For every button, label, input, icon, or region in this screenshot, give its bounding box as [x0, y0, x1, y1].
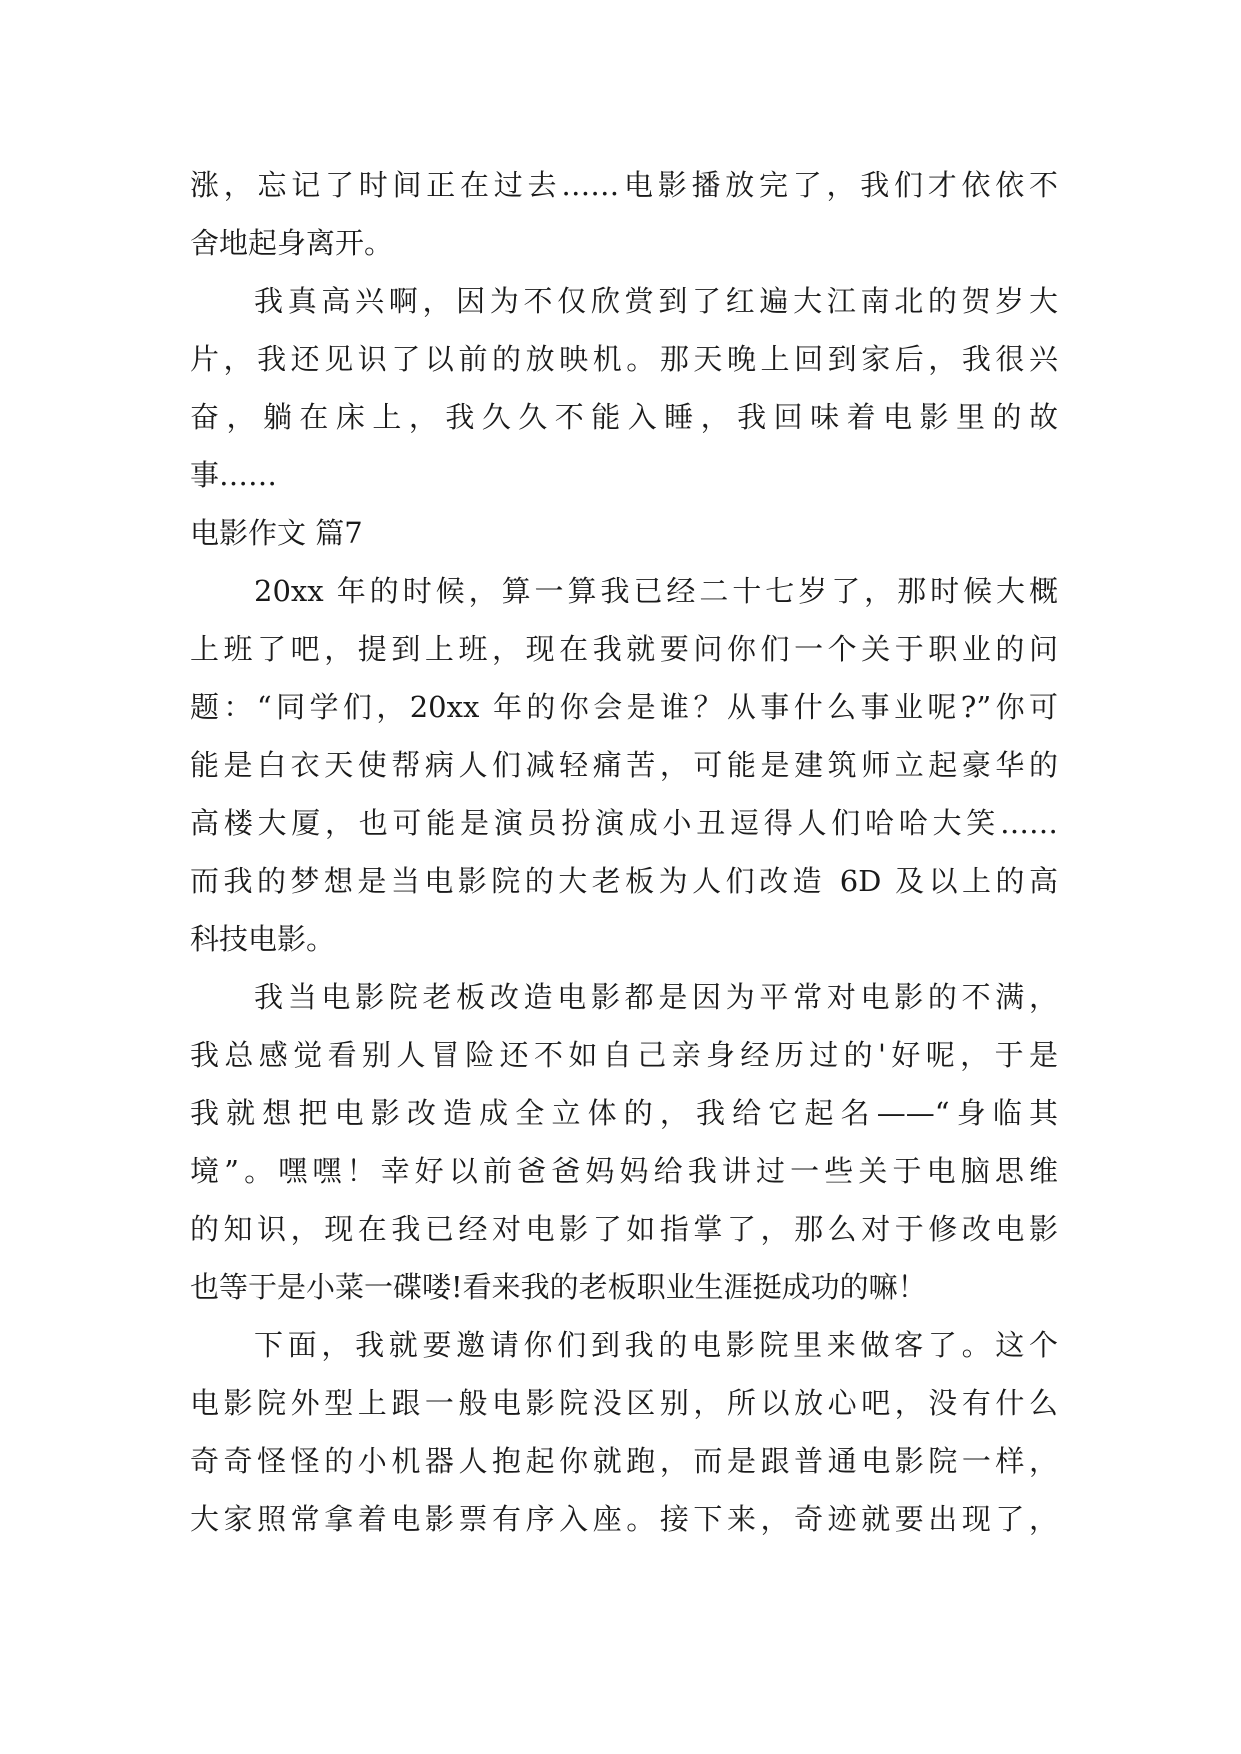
text-line: 我总感觉看别人冒险还不如自己亲身经历过的'好呢，于是 [190, 1038, 1058, 1072]
text-line: 境”。嘿嘿！幸好以前爸爸妈妈给我讲过一些关于电脑思维 [190, 1154, 1058, 1188]
text-line: 涨，忘记了时间正在过去……电影播放完了，我们才依依不 [190, 168, 1058, 202]
paragraph-first-line: 我当电影院老板改造电影都是因为平常对电影的不满， [254, 980, 1058, 1014]
text-line: 事…… [190, 458, 278, 492]
text-line: 舍地起身离开。 [190, 226, 394, 260]
paragraph-first-line: 20xx 年的时候，算一算我已经二十七岁了，那时候大概 [254, 574, 1058, 608]
text-line: 片，我还见识了以前的放映机。那天晚上回到家后，我很兴 [190, 342, 1058, 376]
section-heading: 电影作文 篇7 [190, 516, 363, 550]
text-line: 奋，躺在床上，我久久不能入睡，我回味着电影里的故 [190, 400, 1058, 434]
text-line: 科技电影。 [190, 922, 336, 956]
text-line: 题：“同学们，20xx 年的你会是谁？从事什么事业呢?”你可 [190, 690, 1058, 724]
paragraph-first-line: 下面，我就要邀请你们到我的电影院里来做客了。这个 [254, 1328, 1058, 1362]
text-line: 我就想把电影改造成全立体的，我给它起名——“身临其 [190, 1096, 1058, 1130]
text-line: 也等于是小菜一碟喽!看来我的老板职业生涯挺成功的嘛！ [190, 1270, 927, 1304]
text-line: 电影院外型上跟一般电影院没区别，所以放心吧，没有什么 [190, 1386, 1058, 1420]
paragraph-first-line: 我真高兴啊，因为不仅欣赏到了红遍大江南北的贺岁大 [254, 284, 1058, 318]
text-line: 能是白衣天使帮病人们减轻痛苦，可能是建筑师立起豪华的 [190, 748, 1058, 782]
text-line: 大家照常拿着电影票有序入座。接下来，奇迹就要出现了， [190, 1502, 1058, 1536]
text-line: 奇奇怪怪的小机器人抱起你就跑，而是跟普通电影院一样， [190, 1444, 1058, 1478]
text-line: 高楼大厦，也可能是演员扮演成小丑逗得人们哈哈大笑…… [190, 806, 1058, 840]
text-line: 上班了吧，提到上班，现在我就要问你们一个关于职业的问 [190, 632, 1058, 666]
text-line: 而我的梦想是当电影院的大老板为人们改造 6D 及以上的高 [190, 864, 1058, 898]
text-line: 的知识，现在我已经对电影了如指掌了，那么对于修改电影 [190, 1212, 1058, 1246]
